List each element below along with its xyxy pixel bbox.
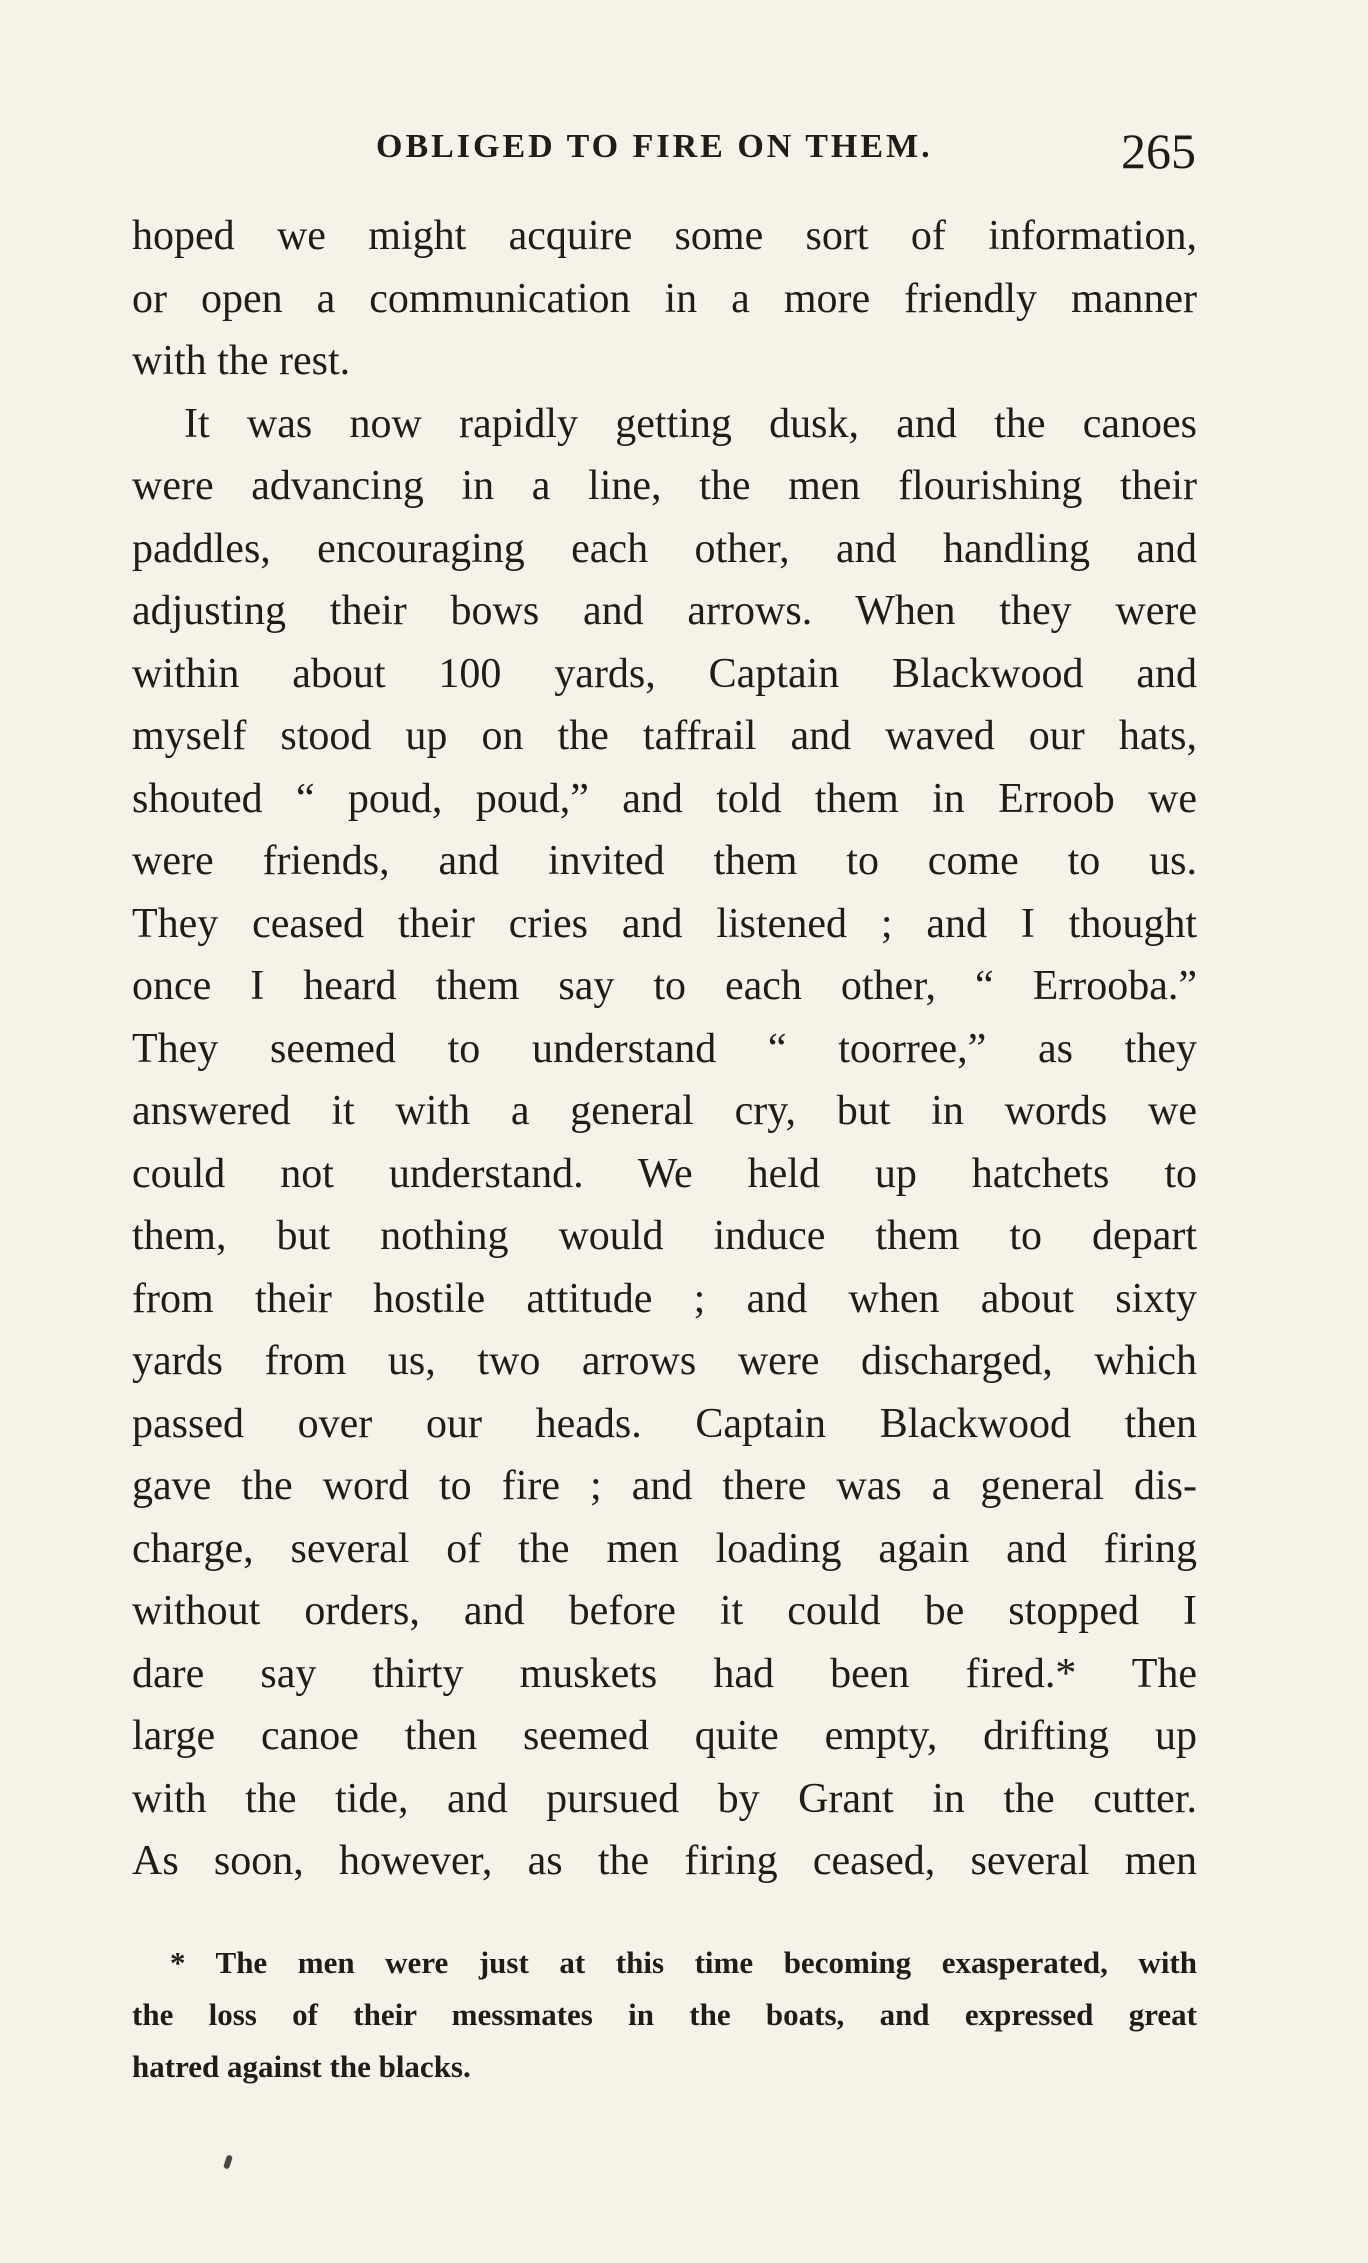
footnote xyxy=(132,1937,1197,2093)
text-line: once I heard them say to each other, “ Errooba.” xyxy=(132,963,1197,1009)
text-line: charge, several of the men loading again and firing xyxy=(132,1525,1197,1572)
text-line: paddles, encouraging each other, and handling and xyxy=(132,525,1197,572)
text-line: with the rest. xyxy=(132,338,351,384)
text-line: They seemed to understand “ toorree,” as they xyxy=(132,1025,1197,1072)
text-line: from their hostile attitude ; and when about sixty xyxy=(132,1275,1197,1322)
text-line: answered it with a general cry, but in words we xyxy=(132,1088,1197,1134)
text-line: could not understand. We held up hatchets to xyxy=(132,1150,1197,1197)
text-line: yards from us, two arrows were discharged, which xyxy=(132,1338,1197,1384)
running-head: OBLIGED TO FIRE ON THEM. xyxy=(376,128,933,165)
text-line: adjusting their bows and arrows. When they were xyxy=(132,588,1197,634)
text-line: without orders, and before it could be stopped I xyxy=(132,1588,1197,1634)
footnote-line: hatred against the blacks. xyxy=(132,2049,471,2084)
text-line: gave the word to fire ; and there was a general dis- xyxy=(132,1463,1197,1509)
text-line: myself stood up on the taffrail and waved our hats, xyxy=(132,713,1197,759)
text-line: They ceased their cries and listened ; and I thought xyxy=(132,900,1197,947)
text-line: were advancing in a line, the men flourishing their xyxy=(132,463,1197,509)
main-text xyxy=(132,205,1197,1893)
text-line: or open a communication in a more friendly manner xyxy=(132,275,1197,322)
footnote-line: the loss of their messmates in the boats, and expressed great xyxy=(132,1997,1197,2032)
text-line: large canoe then seemed quite empty, drifting up xyxy=(132,1713,1197,1759)
text-line: dare say thirty muskets had been fired.* The xyxy=(132,1650,1197,1697)
text-line: shouted “ poud, poud,” and told them in Erroob we xyxy=(132,775,1197,822)
text-line: them, but nothing would induce them to depart xyxy=(132,1213,1197,1259)
page-number: 265 xyxy=(1121,123,1196,179)
text-line: hoped we might acquire some sort of information, xyxy=(132,213,1197,259)
text-line: It was now rapidly getting dusk, and the canoes xyxy=(184,400,1197,447)
text-line: passed over our heads. Captain Blackwood then xyxy=(132,1400,1197,1447)
footnote-line: * The men were just at this time becoming exasperated, with xyxy=(170,1945,1197,1980)
text-line: with the tide, and pursued by Grant in the cutter. xyxy=(132,1775,1197,1822)
text-line: were friends, and invited them to come to us. xyxy=(132,838,1197,884)
text-line: within about 100 yards, Captain Blackwood and xyxy=(132,650,1197,697)
page-header xyxy=(376,123,1196,182)
ink-speck xyxy=(223,2154,233,2169)
text-line: As soon, however, as the firing ceased, several men xyxy=(132,1838,1197,1884)
